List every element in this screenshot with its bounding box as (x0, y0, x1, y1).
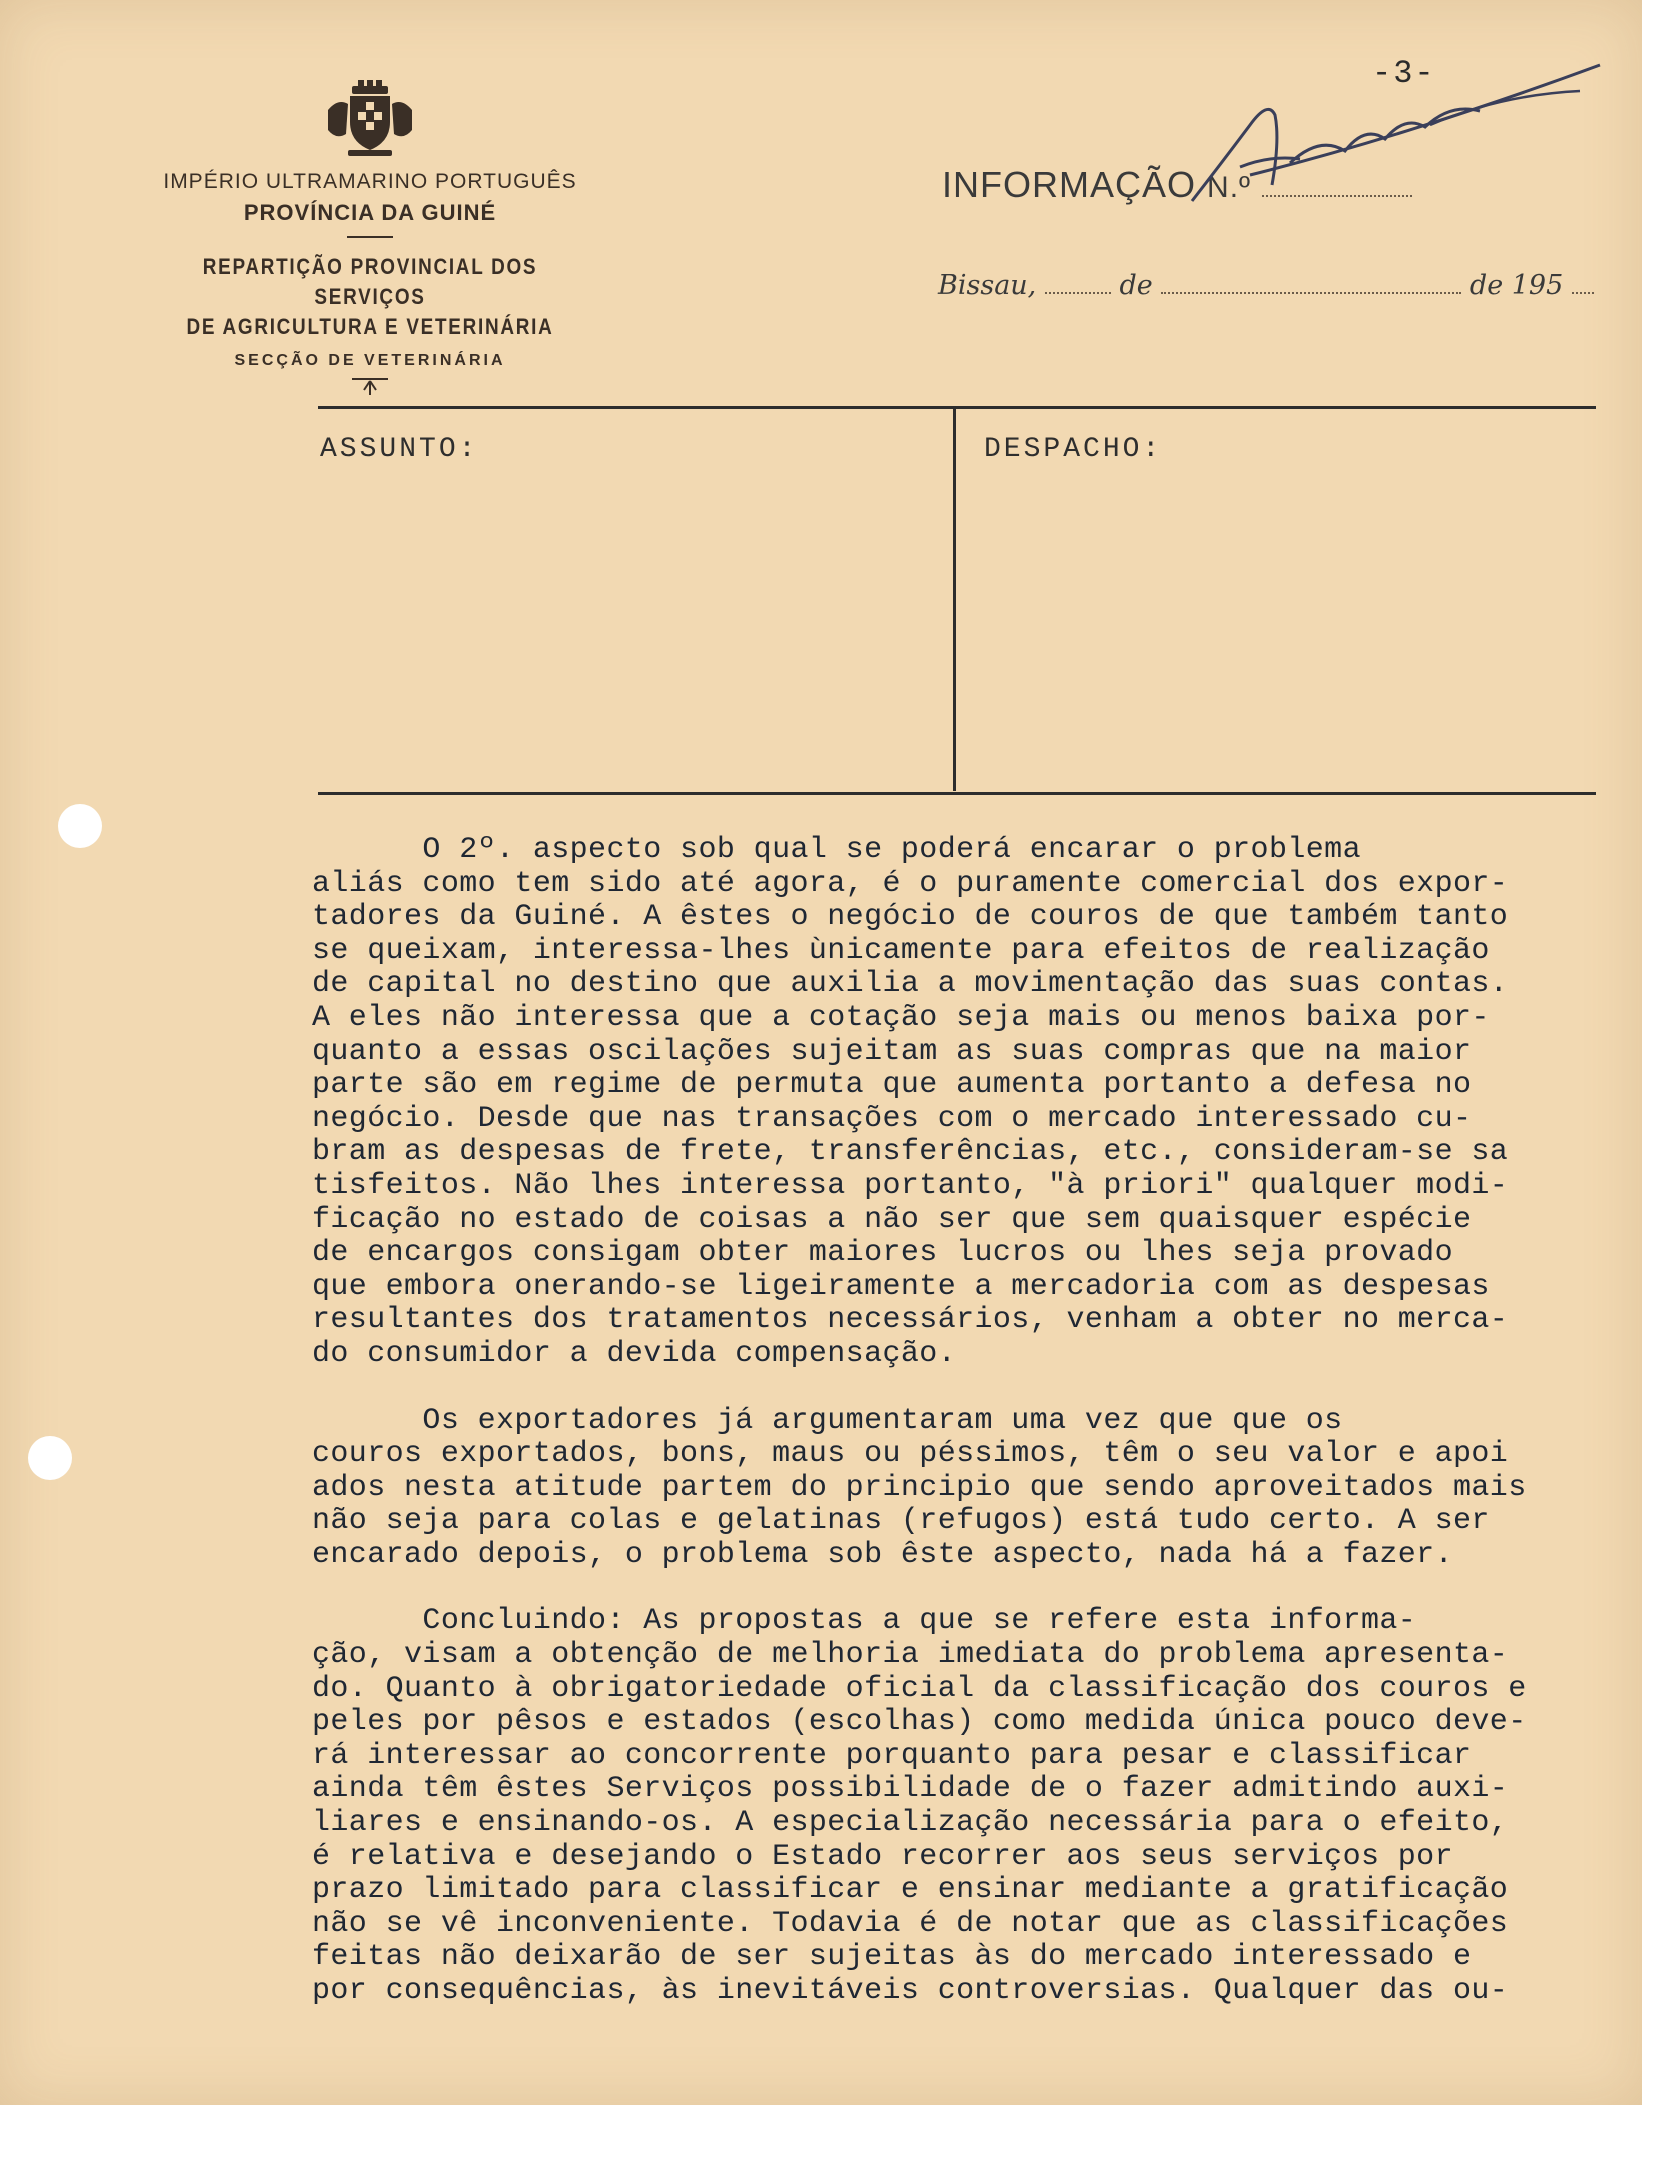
body-line: ainda têm êstes Serviços possibilidade de o fazer admitindo auxi- (312, 1772, 1509, 1807)
letterhead-department-line2: DE AGRICULTURA E VETERINÁRIA (186, 314, 554, 339)
date-de-2: de 195 (1469, 270, 1564, 301)
body-line: feitas não deixarão de ser sujeitas às do mercado interessado e (312, 1940, 1472, 1975)
date-line (938, 270, 1594, 301)
box-divider (953, 409, 956, 791)
letterhead (120, 80, 620, 396)
informacao-label: INFORMAÇÃO (942, 164, 1197, 205)
coat-of-arms-icon (322, 80, 418, 160)
body-line: se queixam, interessa-lhes ùnicamente para efeitos de realização (312, 933, 1490, 968)
body-line: ficação no estado de coisas a não ser que sem quaisquer espécie (312, 1202, 1472, 1237)
date-day-blank (1045, 270, 1111, 294)
body-line: resultantes dos tratamentos necessários, venham a obter no merca- (312, 1303, 1509, 1338)
body-line: prazo limitado para classificar e ensinar mediante a gratificação (312, 1873, 1509, 1908)
date-year-blank (1572, 270, 1594, 294)
letterhead-divider (347, 236, 393, 238)
arrow-up-mark-icon (350, 376, 390, 396)
body-line: aliás como tem sido até agora, é o puramente comercial dos expor- (312, 866, 1509, 901)
body-line: tadores da Guiné. A êstes o negócio de couros de que também tanto (312, 900, 1509, 935)
body-paragraph (312, 1405, 1622, 1573)
body-line: do. Quanto à obrigatoriedade oficial da classificação dos couros e (312, 1671, 1527, 1706)
body-line: A eles não interessa que a cotação seja mais ou menos baixa por- (312, 1000, 1490, 1035)
punch-hole-bottom (28, 1436, 72, 1480)
body-line: quanto a essas oscilações sujeitam as suas compras que na maior (312, 1034, 1472, 1069)
body-line: não se vê inconveniente. Todavia é de notar que as classificações (312, 1906, 1509, 1941)
body-line: O 2º. aspecto sob qual se poderá encarar o problema (312, 833, 1361, 867)
body-line: do consumidor a devida compensação. (312, 1336, 957, 1371)
header-rule-top (318, 406, 1596, 409)
letterhead-empire: IMPÉRIO ULTRAMARINO PORTUGUÊS (163, 170, 577, 193)
letterhead-department-line1: REPARTIÇÃO PROVINCIAL DOS SERVIÇOS (202, 254, 538, 309)
despacho-label: DESPACHO: (984, 434, 1163, 465)
body-line: bram as despesas de frete, transferências, etc., consideram-se sa (312, 1135, 1509, 1170)
body-line: não seja para colas e gelatinas (refugos) está tudo certo. A ser (312, 1504, 1490, 1539)
body-line: rá interessar ao concorrente porquanto para pesar e classificar (312, 1738, 1472, 1773)
date-month-blank (1161, 270, 1461, 294)
body-line: parte são em regime de permuta que aumenta portanto a defesa no (312, 1068, 1472, 1103)
body-paragraph (312, 1605, 1622, 2008)
punch-hole-top (58, 804, 102, 848)
body-line: de capital no destino que auxilia a movimentação das suas contas. (312, 967, 1509, 1002)
body-line: de encargos consigam obter maiores lucros ou lhes seja provado (312, 1236, 1453, 1271)
date-place: Bissau, (938, 270, 1037, 301)
letterhead-section: SECÇÃO DE VETERINÁRIA (234, 352, 506, 369)
body-line: peles por pêsos e estados (escolhas) como medida única pouco deve- (312, 1705, 1527, 1740)
body-line: Concluindo: As propostas a que se refere esta informa- (312, 1604, 1417, 1639)
body-line: negócio. Desde que nas transações com o mercado interessado cu- (312, 1101, 1472, 1136)
body-line: tisfeitos. Não lhes interessa portanto, "à priori" qualquer modi- (312, 1168, 1509, 1203)
body-line: que embora onerando-se ligeiramente a mercadoria com as despesas (312, 1269, 1490, 1304)
body-line: encarado depois, o problema sob êste aspecto, nada há a fazer. (312, 1537, 1453, 1572)
body-line: liares e ensinando-os. A especialização necessária para o efeito, (312, 1806, 1509, 1841)
handwritten-signature (1180, 55, 1620, 205)
body-line: é relativa e desejando o Estado recorrer aos seus serviços por (312, 1839, 1453, 1874)
body-line: couros exportados, bons, maus ou péssimos, têm o seu valor e apoi (312, 1437, 1509, 1472)
page-number: -3- (1372, 55, 1436, 92)
body-line: Os exportadores já argumentaram uma vez que que os (312, 1403, 1343, 1438)
header-rule-bottom (318, 792, 1596, 795)
informacao-number-label: N.º (1207, 171, 1251, 204)
body-line: ados nesta atitude partem do principio que sendo aproveitados mais (312, 1470, 1527, 1505)
assunto-label: ASSUNTO: (320, 434, 479, 465)
letterhead-province: PROVÍNCIA DA GUINÉ (243, 200, 497, 225)
body-line: ção, visam a obtenção de melhoria imediata do problema apresenta- (312, 1638, 1509, 1673)
body-paragraph (312, 834, 1622, 1372)
body-line: por consequências, às inevitáveis controversias. Qualquer das ou- (312, 1974, 1509, 2008)
date-de-1: de (1119, 270, 1153, 301)
body-text (312, 834, 1622, 2009)
